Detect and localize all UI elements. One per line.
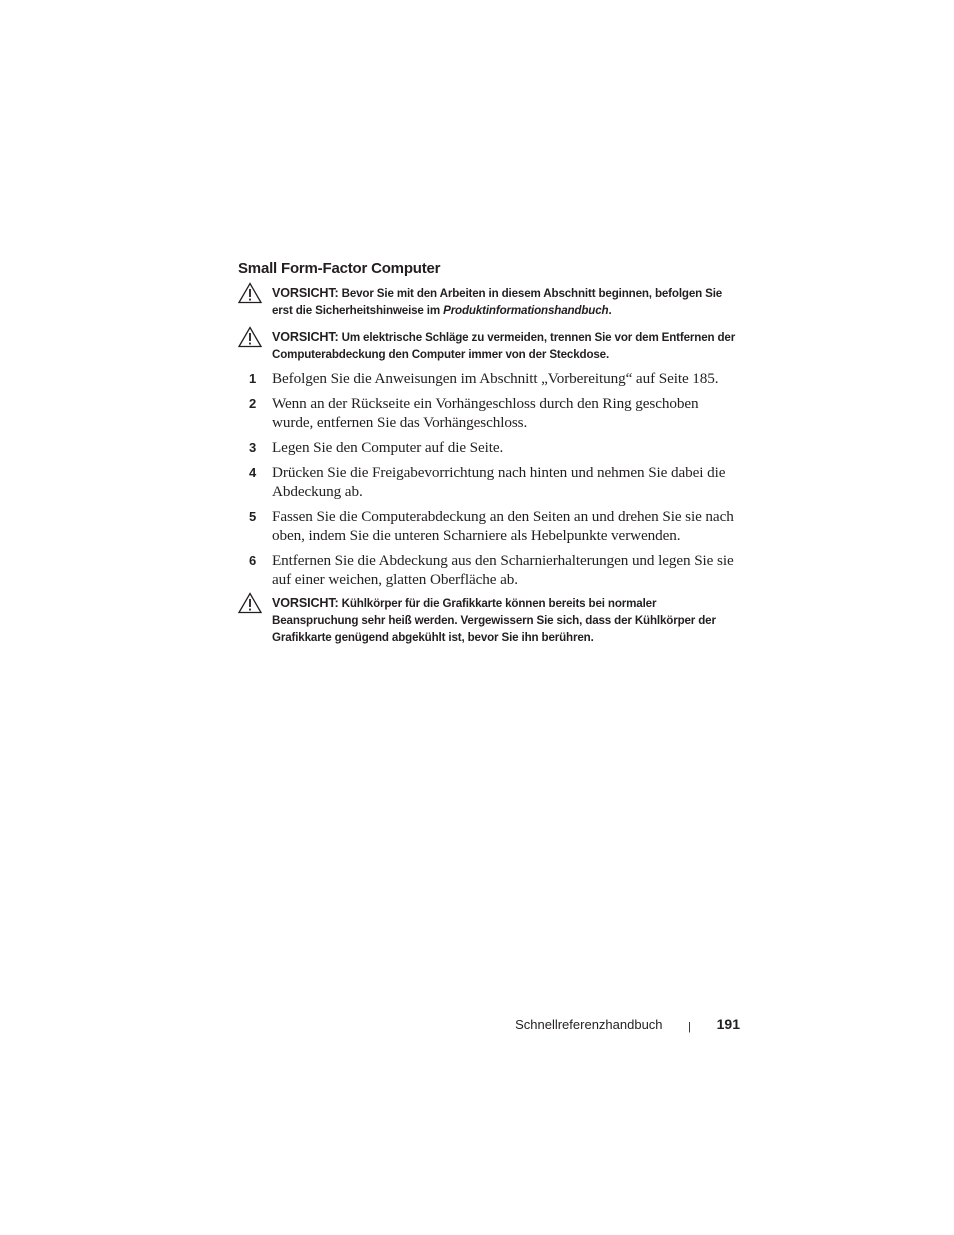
caution-note-1: [238, 285, 738, 319]
step-number: 1: [249, 371, 257, 386]
step-text: Legen Sie den Computer auf die Seite.: [272, 439, 504, 456]
section-title: Small Form-Factor Computer: [238, 260, 441, 277]
warning-triangle-icon: [238, 282, 262, 304]
step-text: Befolgen Sie die Anweisungen im Abschnitt „Vorbereitung“ auf Seite 185.: [272, 370, 719, 387]
page-footer: [480, 1014, 740, 1036]
step-number: 3: [249, 440, 257, 455]
warning-triangle-icon: [238, 592, 262, 614]
step-item: [238, 551, 738, 589]
step-number: 4: [249, 465, 257, 480]
step-item: [238, 463, 738, 501]
caution-text: Bevor Sie mit den Arbeiten in diesem Abschnitt beginnen, befolgen Sie erst die Sicherheitshinweise im: [272, 287, 723, 317]
step-text: Wenn an der Rückseite ein Vorhängeschloss durch den Ring geschoben wurde, entfernen Sie das Vorhängeschloss.: [272, 395, 699, 431]
caution-text: Um elektrische Schläge zu vermeiden, trennen Sie vor dem Entfernen der Computerabdeckung den Computer immer von der Steckdose.: [272, 331, 736, 361]
caution-lead: VORSICHT:: [272, 330, 339, 344]
page-content: [238, 259, 738, 646]
caution-emphasis: Produktinformationshandbuch: [443, 304, 609, 317]
caution-text-end: .: [608, 304, 612, 317]
caution-lead: VORSICHT:: [272, 286, 339, 300]
step-item: [238, 507, 738, 545]
caution-note-3: [238, 595, 738, 646]
caution-text: Kühlkörper für die Grafikkarte können bereits bei normaler Beanspruchung sehr heiß werden. Vergewissern Sie sich, dass der Kühlkörper der Grafikkarte genügend abgekühlt ist, bevor Sie ihn berühren.: [272, 597, 716, 644]
procedure-steps: [238, 369, 738, 589]
caution-note-2: [238, 329, 738, 363]
step-number: 2: [249, 396, 257, 411]
step-text: Drücken Sie die Freigabevorrichtung nach hinten und nehmen Sie dabei die Abdeckung ab.: [272, 464, 726, 500]
step-text: Entfernen Sie die Abdeckung aus den Scharnierhalterungen und legen Sie sie auf einer weichen, glatten Oberfläche ab.: [272, 552, 734, 588]
caution-lead: VORSICHT:: [272, 596, 339, 610]
step-text: Fassen Sie die Computerabdeckung an den Seiten an und drehen Sie sie nach oben, indem Sie die unteren Scharniere als Hebelpunkte verwenden.: [272, 508, 734, 544]
page-number: 191: [716, 1016, 740, 1032]
warning-triangle-icon: [238, 326, 262, 348]
step-item: [238, 394, 738, 432]
step-number: 6: [249, 553, 257, 568]
step-item: [238, 369, 738, 388]
footer-separator: |: [688, 1021, 692, 1033]
step-item: [238, 438, 738, 457]
step-number: 5: [249, 509, 257, 524]
footer-book-title: Schnellreferenzhandbuch: [515, 1017, 663, 1032]
